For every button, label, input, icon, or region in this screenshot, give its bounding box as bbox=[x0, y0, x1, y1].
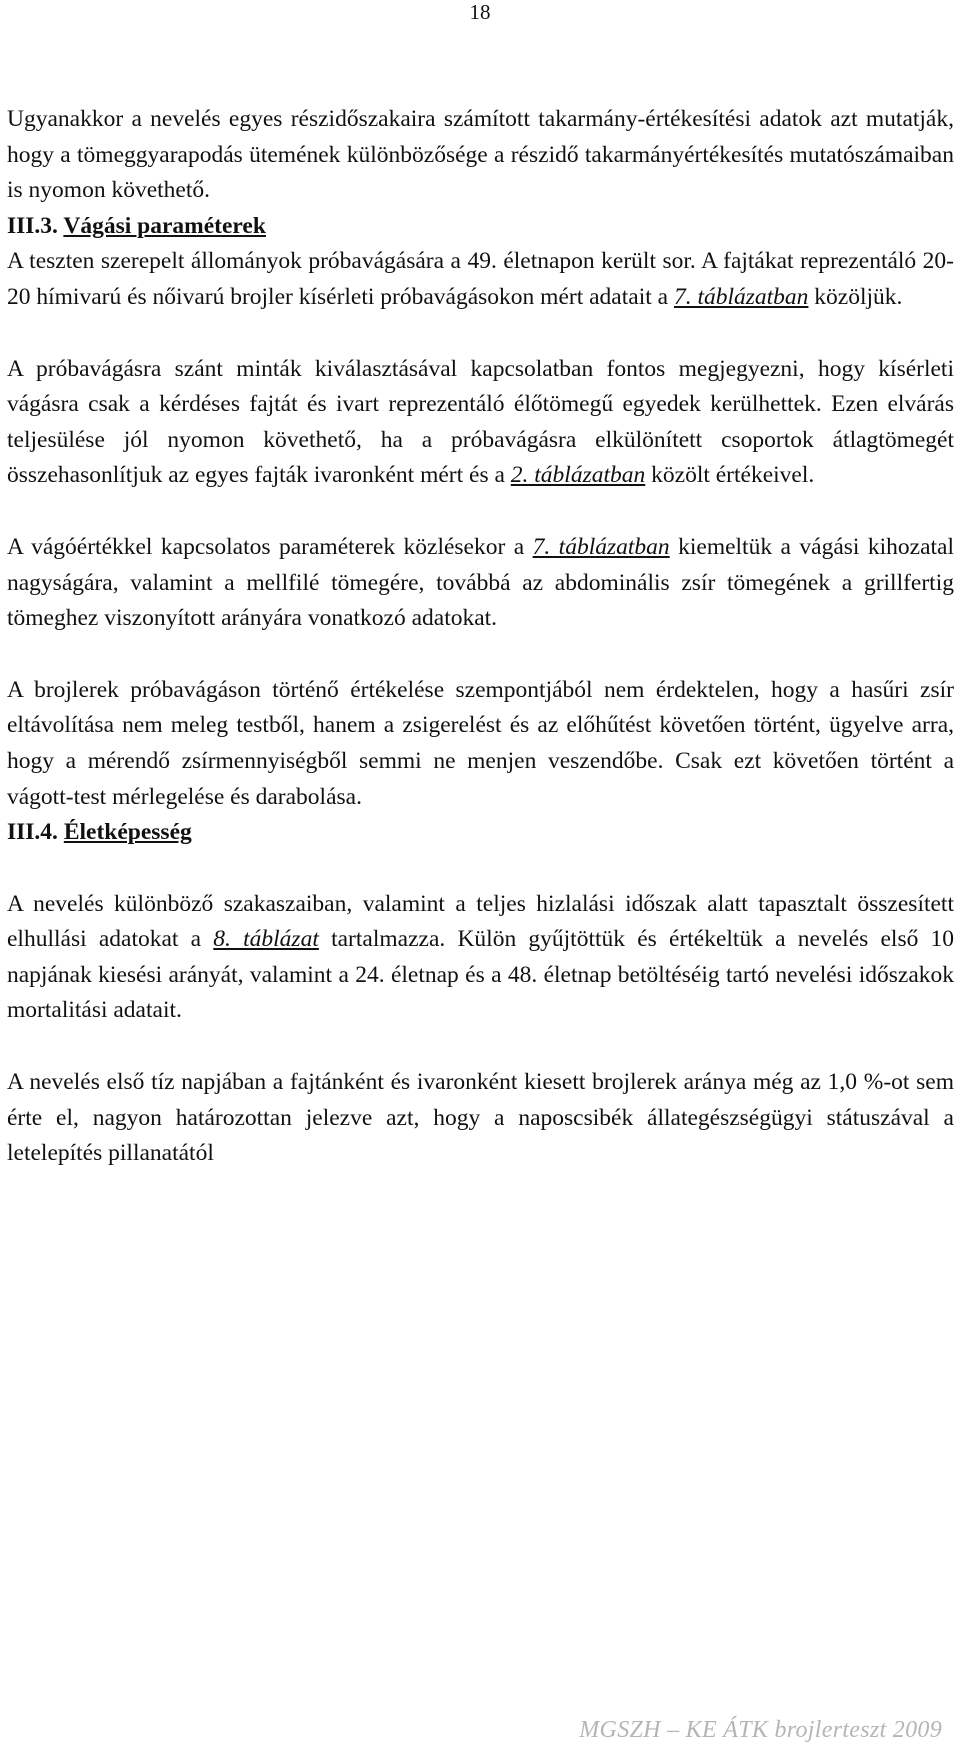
text-run: tartalmazza. Külön gyűjtöttük és értékeltük a nevelés első 10 napjának kiesési arányát, valamint a 24. életnap és a 48. életnap betöltéséig tartó nevelési időszakok mortalitási adatait. bbox=[7, 926, 955, 1024]
paragraph-mortality bbox=[7, 887, 954, 1029]
section-number: III.3. bbox=[7, 212, 58, 239]
paragraph-first-ten-days: A nevelés első tíz napjában a fajtánként és ivaronként kiesett brojlerek aránya még az 1,0 %-ot sem érte el, nagyon határozottan jelezve azt, hogy a naposcsibék állategészségügyi státuszával a letelepítés pillanatától bbox=[7, 1069, 954, 1167]
text-run: közölt értékeivel. bbox=[651, 462, 815, 489]
text-run: közöljük. bbox=[814, 283, 903, 310]
text-run: A próbavágásra szánt minták kiválasztásával kapcsolatban fontos megjegyezni, hogy kísérleti vágásra csak a kérdéses fajtát és ivart reprezentáló élőtömegű egyedek kerülhettek. Ezen elvárás teljesülése jól nyomon követhető, ha a próbavágásra elkülönített csoportok átlagtömegét összehasonlítjuk az egyes fajták ivaronként mért és a bbox=[7, 355, 954, 489]
section-heading-viability bbox=[7, 815, 954, 851]
paragraph-test-slaughter bbox=[7, 244, 954, 315]
table-reference-link[interactable]: 2. táblázatban bbox=[510, 462, 646, 489]
paragraph-evaluation: A brojlerek próbavágáson történő értékelése szempontjából nem érdektelen, hogy a hasűri zsír eltávolítása nem meleg testből, hanem a zsigerelést és az előhűtést követően történt, ügyelve arra, hogy a mérendő zsírmennyiségből semmi ne menjen veszendőbe. Csak ezt követően történt a vágott-test mérlegelése és darabolása. bbox=[7, 676, 954, 810]
section-number: III.4. bbox=[7, 819, 58, 846]
section-heading-slaughter bbox=[7, 209, 954, 245]
paragraph-sample-selection bbox=[7, 352, 954, 494]
table-reference-link[interactable]: 8. táblázat bbox=[213, 926, 319, 953]
footer-watermark: MGSZH – KE ÁTK brojlerteszt 2009 bbox=[579, 1717, 942, 1743]
text-run: A nevelés különböző szakaszaiban, valamint a teljes hizlalási időszak alatt tapasztalt összesített elhullási adatokat a bbox=[7, 890, 954, 953]
text-run: kiemeltük a vágási kihozatal nagyságára, valamint a mellfilé tömegére, továbbá az abdominális zsír tömegének a grillfertig tömeghez viszonyított arányára vonatkozó adatokat. bbox=[7, 533, 954, 632]
paragraph-slaughter-parameters bbox=[7, 530, 954, 637]
paragraph-feed-conversion: Ugyanakkor a nevelés egyes részidőszakaira számított takarmány-értékesítési adatok azt mutatják, hogy a tömeggyarapodás ütemének különbözősége a részidő takarmányértékesítés mutatószámaiban is nyomon követhető. bbox=[7, 106, 954, 204]
text-run: A teszten szerepelt állományok próbavágására a 49. életnapon került sor. A fajtákat reprezentáló 20-20 hímivarú és nőivarú brojler kísérleti próbavágásokon mért adatait a bbox=[7, 248, 954, 310]
table-reference-link[interactable]: 7. táblázatban bbox=[532, 533, 670, 560]
section-title: Vágási paraméterek bbox=[63, 212, 266, 239]
table-reference-link[interactable]: 7. táblázatban bbox=[673, 283, 809, 310]
page-number: 18 bbox=[469, 0, 491, 24]
text-run: A vágóértékkel kapcsolatos paraméterek közlésekor a bbox=[7, 533, 525, 560]
page-content bbox=[7, 102, 954, 1172]
section-title: Életképesség bbox=[63, 819, 192, 846]
